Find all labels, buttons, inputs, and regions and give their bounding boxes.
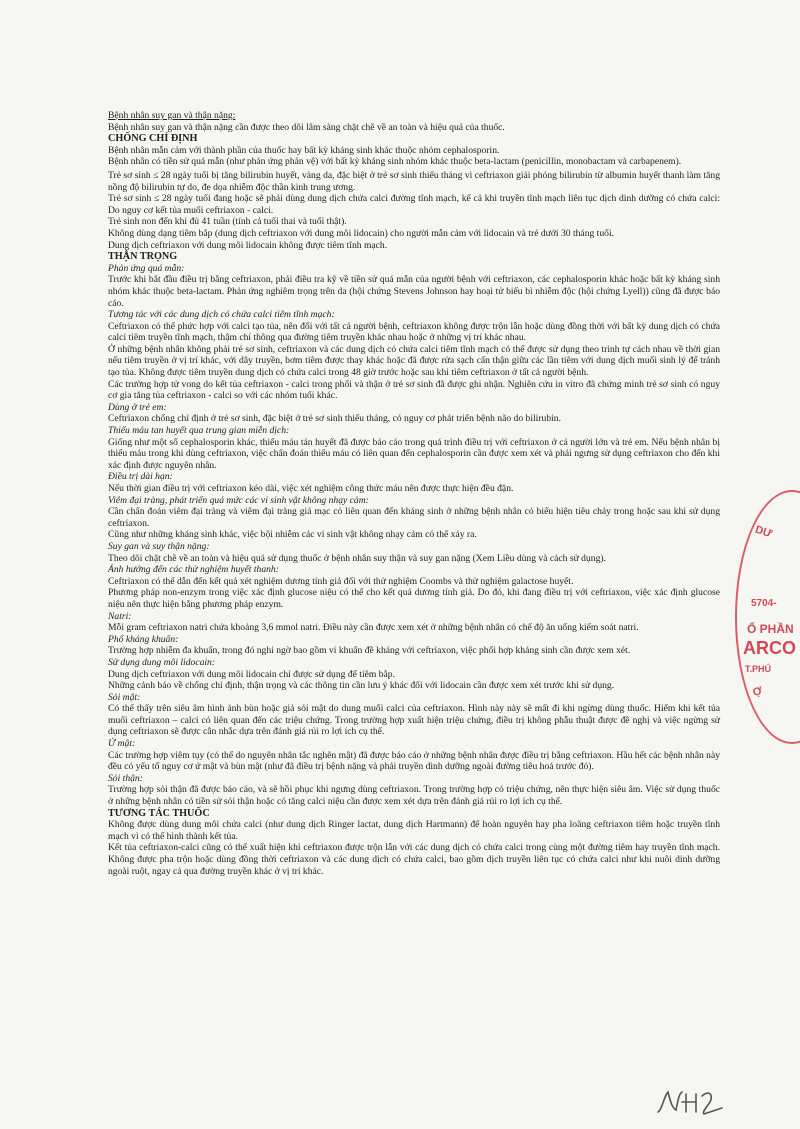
- paragraph: Cũng như những kháng sinh khác, việc bội nhiễm các vi sinh vật không nhạy cảm có thể xảy ra.: [108, 529, 477, 541]
- stamp-text: T.PHÚ: [745, 664, 772, 674]
- section-heading: TƯƠNG TÁC THUỐC: [108, 807, 210, 819]
- paragraph: Trẻ sơ sinh ≤ 28 ngày tuổi đang hoặc sẽ phải dùng dung dịch chứa calci đường tĩnh mạch, kể cả khi truyền tĩnh mạch liên tục dịch dinh dưỡng có chứa calci: Do nguy cơ kết tủa muối ceftriaxon - calci.: [108, 193, 720, 216]
- subsection-heading: Sử dụng dung môi lidocain:: [108, 656, 216, 668]
- subsection-heading: Sỏi mật:: [108, 691, 141, 703]
- paragraph: Nếu thời gian điều trị với ceftriaxon kéo dài, việc xét nghiệm công thức máu nên được thực hiện đều đặn.: [108, 483, 514, 494]
- document-body: [108, 110, 720, 877]
- paragraph: Theo dõi chặt chẽ về an toàn và hiệu quả sử dụng thuốc ở bệnh nhân suy thận và suy gan nặng (Xem Liều dùng và cách sử dụng).: [108, 552, 606, 564]
- paragraph: Ceftriaxon chống chỉ định ở trẻ sơ sinh, đặc biệt ở trẻ sơ sinh thiếu tháng, có nguy cơ phát triển bệnh não do bilirubin.: [108, 413, 561, 425]
- paragraph: Ở những bệnh nhân không phải trẻ sơ sinh, ceftriaxon và các dung dịch có chứa calci tiêm tĩnh mạch có thể được sử dụng theo trình tự cách nhau về thời gian nếu tiêm truyền ở vị trí khác, với dây truyền, bơm tiêm được thay khác hoặc đã được rửa sạch cẩn thận giữa các lần tiêm với dung dịch muối sinh lý để tránh tạo tủa. Không được tiêm truyền dung dịch có chứa calci trong 48 giờ trước hoặc sau khi tiêm ceftriaxon ở tất cả người bệnh.: [108, 343, 720, 379]
- paragraph: Bệnh nhân có tiền sử quá mẫn (như phản ứng phản vệ) với bất kỳ kháng sinh nhóm khác thuộc beta-lactam (penicillin, monobactam và carbapenem).: [108, 156, 682, 168]
- subsection-heading: Phản ứng quá mẫn:: [108, 262, 185, 274]
- section-heading: THẬN TRỌNG: [108, 251, 178, 263]
- paragraph: Giống như một số cephalosporin khác, thiếu máu tán huyết đã được báo cáo trong quá trình điều trị với ceftriaxon ở cả người lớn và trẻ em. Nếu bệnh nhân bị thiếu máu trong khi dùng ceftriaxon, việc chẩn đoán thiếu máu có liên quan đến cephalosporin cần được xem xét và phải ngưng sử dụng ceftriaxon cho đến khi xác định được nguyên nhân.: [108, 436, 720, 471]
- subsection-heading: Ảnh hưởng đến các thử nghiệm huyết thanh:: [108, 564, 279, 576]
- paragraph: Những cảnh báo về chống chỉ định, thận trọng và các thông tin cần lưu ý khác đối với lidocain cần được xem xét trước khi sử dụng.: [108, 680, 615, 692]
- paragraph: Các trường hợp viêm tụy (có thể do nguyên nhân tắc nghẽn mật) đã được báo cáo ở những bệnh nhân được điều trị bằng ceftriaxon. Hầu hết các bệnh nhân này đều có yếu tố nguy cơ ứ mật và bùn mật (như đã điều trị bệnh nặng và phải truyền dinh dưỡng ngoài đường tiêu hoá trước đó).: [108, 749, 721, 773]
- stamp-text: 5704-: [751, 598, 777, 609]
- section-heading: CHỐNG CHỈ ĐỊNH: [108, 133, 198, 145]
- paragraph: Trước khi bắt đầu điều trị bằng ceftriaxon, phải điều tra kỹ về tiền sử quá mẫn của người bệnh với ceftriaxon, các cephalosporin khác hoặc bất kỳ kháng sinh nhóm khác thuộc beta-lactam. Phản ứng nghiêm trọng trên da (hội chứng Stevens Johnson hay hoại tử biểu bì nhiễm độc (hội chứng Lyell)) cũng đã được báo cáo.: [108, 274, 720, 309]
- paragraph: Không được dùng dung môi chứa calci (như dung dịch Ringer lactat, dung dịch Hartmann) để hoàn nguyên hay pha loãng ceftriaxon tiêm hoặc truyền tĩnh mạch vì có thể hình thành kết tủa.: [108, 819, 720, 842]
- paragraph: Các trường hợp tử vong do kết tủa ceftriaxon - calci trong phổi và thận ở trẻ sơ sinh đã được ghi nhận. Nghiên cứu in vitro đã chứng minh trẻ sơ sinh có nguy cơ gia tăng tủa ceftriaxon - calci so với các nhóm tuổi khác.: [108, 378, 720, 402]
- handwritten-page-number: [652, 1082, 732, 1122]
- subsection-heading: Điều trị dài hạn:: [108, 471, 173, 483]
- subsection-heading: Suy gan và suy thận nặng:: [108, 540, 210, 552]
- paragraph: Kết tủa ceftriaxon-calci cũng có thể xuất hiện khi ceftriaxon được trộn lẫn với các dung dịch có chứa calci trong cùng một đường tiêm hay truyền tĩnh mạch. Không được pha trộn hoặc dùng đồng thời ceftriaxon và các dung dịch có chứa calci, bao gồm dịch truyền liên tục có chứa calci như khi nuôi dinh dưỡng ngoài ruột, ngay cả qua đường truyền khác ở vị trí khác.: [108, 842, 720, 877]
- subsection-heading: Sỏi thận:: [108, 772, 143, 784]
- paragraph: Trẻ sơ sinh ≤ 28 ngày tuổi bị tăng bilirubin huyết, vàng da, đặc biệt ở trẻ sơ sinh thiếu tháng vì ceftriaxon giải phóng bilirubin từ albumin huyết thanh làm tăng nồng độ bilirubin tự do, đe dọa nhiễm độc thần kinh trung ương.: [108, 169, 720, 193]
- paragraph: Có thể thấy trên siêu âm hình ảnh bùn hoặc giả sỏi mật do dung muối calci của ceftriaxon. Hình này này sẽ mất đi khi ngừng dùng thuốc. Hiếm khi kết tủa muối ceftriaxon – calci có liên quan đến các triệu chứng. Trong trường hợp xuất hiện triệu chứng, điều trị không phẫu thuật được đề nghị và việc ngừng sử dụng ceftriaxon sẽ được cân nhắc dựa trên đánh giá rủi ro lợi ích cụ thể.: [108, 703, 720, 738]
- paragraph: Dung dịch ceftriaxon với dung môi lidocain không được tiêm tĩnh mạch.: [108, 239, 388, 251]
- paragraph: Mỗi gram ceftriaxon natri chứa khoảng 3,6 mmol natri. Điều này cần được xem xét ở những bệnh nhân có chế độ ăn uống kiểm soát natri.: [108, 622, 639, 634]
- subsection-heading: Dùng ở trẻ em:: [108, 401, 167, 413]
- subsection-heading: Ứ mật:: [108, 738, 136, 750]
- paragraph: Trường hợp nhiễm đa khuẩn, trong đó nghi ngờ bao gồm vi khuẩn đề kháng với ceftriaxon, việc phối hợp kháng sinh cần được xem xét.: [108, 645, 631, 657]
- stamp-text: DƯ: [753, 523, 774, 541]
- subsection-heading: Phổ kháng khuẩn:: [108, 633, 179, 645]
- company-stamp: [735, 490, 800, 740]
- paragraph: Không dùng dạng tiêm bắp (dung dịch ceftriaxon với dung môi lidocain) cho người mẫn cảm với lidocain và trẻ dưới 30 tháng tuổi.: [108, 227, 615, 239]
- paragraph: Dung dịch ceftriaxon với dung môi lidocain chỉ được sử dụng để tiêm bắp.: [108, 668, 395, 680]
- subsection-heading: Natri:: [108, 610, 132, 622]
- stamp-text: Ợ: [751, 684, 765, 700]
- underlined-heading: Bệnh nhân suy gan và thận nặng:: [108, 110, 236, 121]
- paragraph: Ceftriaxon có thể dẫn đến kết quả xét nghiệm dương tính giả đối với thử nghiệm Coombs và thử nghiệm galactose huyết.: [108, 575, 574, 587]
- stamp-text: ARCO: [743, 638, 796, 658]
- paragraph: Trẻ sinh non đến khi đủ 41 tuần (tính cả tuổi thai và tuổi thật).: [108, 216, 347, 228]
- paragraph: Bệnh nhân suy gan và thận nặng cần được theo dõi lâm sàng chặt chẽ về an toàn và hiệu quả của thuốc.: [108, 121, 505, 133]
- paragraph: Bệnh nhân mẫn cảm với thành phần của thuốc hay bất kỳ kháng sinh khác thuộc nhóm cephalosporin.: [108, 144, 500, 156]
- subsection-heading: Thiếu máu tan huyết qua trung gian miễn dịch:: [108, 425, 290, 437]
- paragraph: Phương pháp non-enzym trong việc xác định glucose niệu có thể cho kết quả dương tính giả. Do đó, khi đang điều trị với ceftriaxon, việc xác định glucose niệu nên thực hiện bằng phương pháp enzym.: [108, 587, 720, 610]
- paragraph: Cần chẩn đoán viêm đại tràng và viêm đại tràng giả mạc có liên quan đến kháng sinh ở những bệnh nhân có biểu hiện tiêu chảy trong hoặc sau khi sử dụng ceftriaxon.: [108, 506, 720, 529]
- paragraph: Ceftriaxon có thể phức hợp với calci tạo tủa, nên đối với tất cả người bệnh, ceftriaxon không được trộn lẫn hoặc dùng đồng thời với bất kỳ dung dịch có chứa calci tiêm truyền tĩnh mạch, thậm chí thông qua đường tiêm truyền khác nhau hoặc ở những vị trí khác nhau.: [108, 320, 720, 344]
- subsection-heading: Tương tác với các dung dịch có chứa calci tiêm tĩnh mạch:: [108, 309, 335, 321]
- stamp-text: Ổ PHẦN: [747, 622, 794, 636]
- subsection-heading: Viêm đại tràng, phát triển quá mức các vi sinh vật không nhạy cảm:: [108, 494, 369, 506]
- paragraph: Trường hợp sỏi thận đã được báo cáo, và sẽ hồi phục khi ngưng dùng ceftriaxon. Trong trường hợp có triệu chứng, nên thực hiện siêu âm. Việc sử dụng thuốc ở những bệnh nhân có tiền sử sỏi thận hoặc có tăng calci niệu cần được xem xét dựa trên đánh giá rủi ro lợi ích cụ thể.: [108, 784, 720, 808]
